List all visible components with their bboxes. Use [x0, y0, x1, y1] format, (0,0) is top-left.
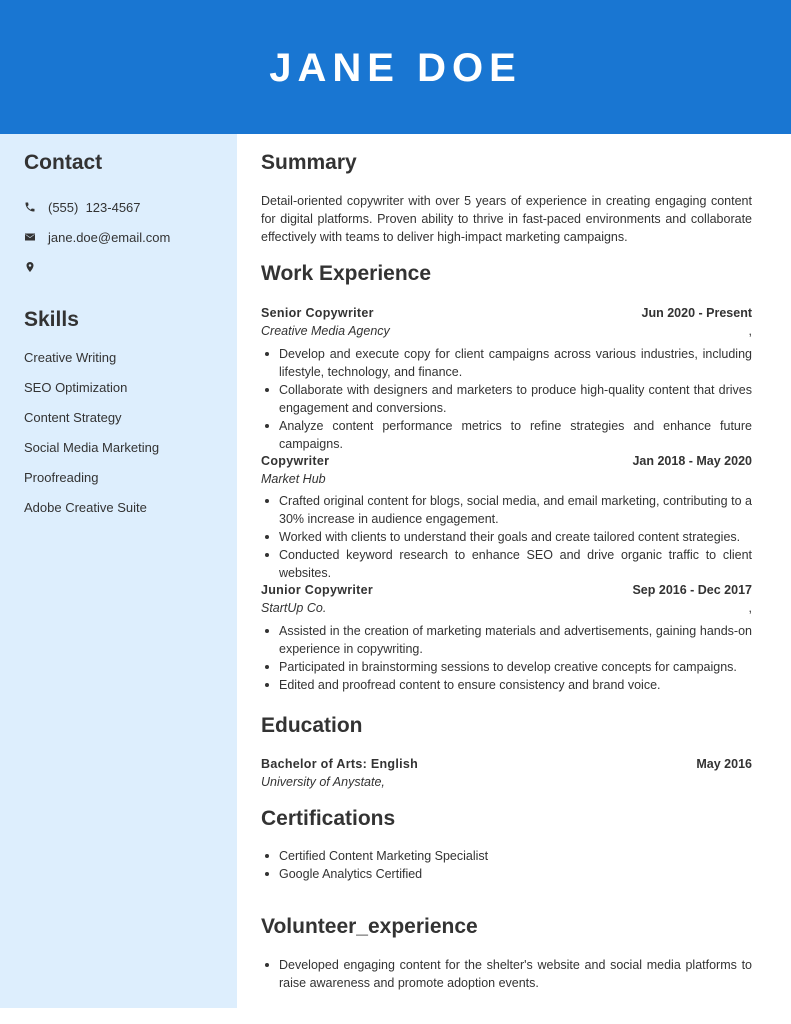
- sidebar: [0, 134, 237, 1008]
- school-name: University of Anystate,: [261, 775, 385, 789]
- list-item: Analyze content performance metrics to refine strategies and enhance future campaigns.: [261, 417, 752, 453]
- summary-text: Detail-oriented copywriter with over 5 years of experience in creating engaging content for digital platforms. Proven ability to thrive in fast-paced environments and collaborate effectively with teams to deliver high-impact marketing campaigns.: [261, 194, 752, 244]
- phone-number: (555) 123-4567: [48, 199, 141, 215]
- skill-item: Proofreading: [24, 470, 99, 485]
- list-item: Assisted in the creation of marketing materials and advertisements, gaining hands-on experience in copywriting.: [261, 622, 752, 658]
- list-item: Developed engaging content for the shelter's website and social media platforms to raise awareness and promote adoption events.: [261, 956, 752, 992]
- contact-location: [24, 259, 48, 275]
- list-item: Participated in brainstorming sessions to develop creative concepts for campaigns.: [261, 658, 752, 676]
- degree: Bachelor of Arts: English: [261, 757, 419, 771]
- job-dates: Jun 2020 - Present: [641, 306, 752, 320]
- education-school-row: [261, 774, 752, 790]
- work-heading: Work Experience: [261, 262, 432, 285]
- company-name: StartUp Co.: [261, 601, 327, 615]
- company-name: Market Hub: [261, 472, 326, 486]
- job-title: Junior Copywriter: [261, 583, 374, 597]
- skill-item: Content Strategy: [24, 410, 122, 425]
- job-bullets: [261, 492, 752, 582]
- skills-heading: Skills: [24, 308, 79, 331]
- job-header: [261, 453, 752, 469]
- list-item: Crafted original content for blogs, social media, and email marketing, contributing to a 30% increase in audience engagement.: [261, 492, 752, 528]
- job-location: ,: [748, 601, 752, 615]
- job-bullets: [261, 345, 752, 453]
- contact-heading: Contact: [24, 151, 103, 174]
- skill-item: Social Media Marketing: [24, 440, 160, 455]
- company-name: Creative Media Agency: [261, 324, 390, 338]
- job-header: [261, 305, 752, 321]
- job-title: Senior Copywriter: [261, 306, 374, 320]
- certifications-heading: Certifications: [261, 807, 396, 830]
- job-company-row: [261, 600, 752, 616]
- list-item: Conducted keyword research to enhance SEO and drive organic traffic to client websites.: [261, 546, 752, 582]
- header-banner: [0, 0, 791, 134]
- job-bullets: [261, 622, 752, 694]
- skill-item: Creative Writing: [24, 350, 117, 365]
- contact-email: [24, 229, 170, 245]
- job-company-row: [261, 471, 752, 487]
- job-location: ,: [748, 324, 752, 338]
- volunteer-heading: Volunteer_experience: [261, 915, 478, 938]
- skill-item: SEO Optimization: [24, 380, 128, 395]
- list-item: Develop and execute copy for client campaigns across various industries, including lifestyle, technology, and finance.: [261, 345, 752, 381]
- job-dates: Sep 2016 - Dec 2017: [632, 583, 752, 597]
- certification-list: [261, 847, 752, 883]
- phone-icon: [24, 201, 36, 213]
- list-item: Edited and proofread content to ensure consistency and brand voice.: [261, 676, 752, 694]
- list-item: Certified Content Marketing Specialist: [261, 847, 752, 865]
- list-item: Collaborate with designers and marketers to produce high-quality content that drives engagement and conversions.: [261, 381, 752, 417]
- skill-item: Adobe Creative Suite: [24, 500, 147, 515]
- list-item: Google Analytics Certified: [261, 865, 752, 883]
- list-item: Worked with clients to understand their goals and create tailored content strategies.: [261, 528, 752, 546]
- job-header: [261, 582, 752, 598]
- envelope-icon: [24, 231, 36, 243]
- education-header: [261, 756, 752, 772]
- summary-heading: Summary: [261, 151, 357, 174]
- graduation-date: May 2016: [696, 757, 752, 771]
- contact-phone: [24, 199, 141, 215]
- education-heading: Education: [261, 714, 363, 737]
- email-address: jane.doe@email.com: [48, 229, 171, 245]
- job-title: Copywriter: [261, 454, 330, 468]
- job-dates: Jan 2018 - May 2020: [632, 454, 752, 468]
- map-pin-icon: [24, 261, 36, 273]
- candidate-name: JANE DOE: [269, 46, 522, 90]
- volunteer-list: [261, 956, 752, 992]
- job-company-row: [261, 323, 752, 339]
